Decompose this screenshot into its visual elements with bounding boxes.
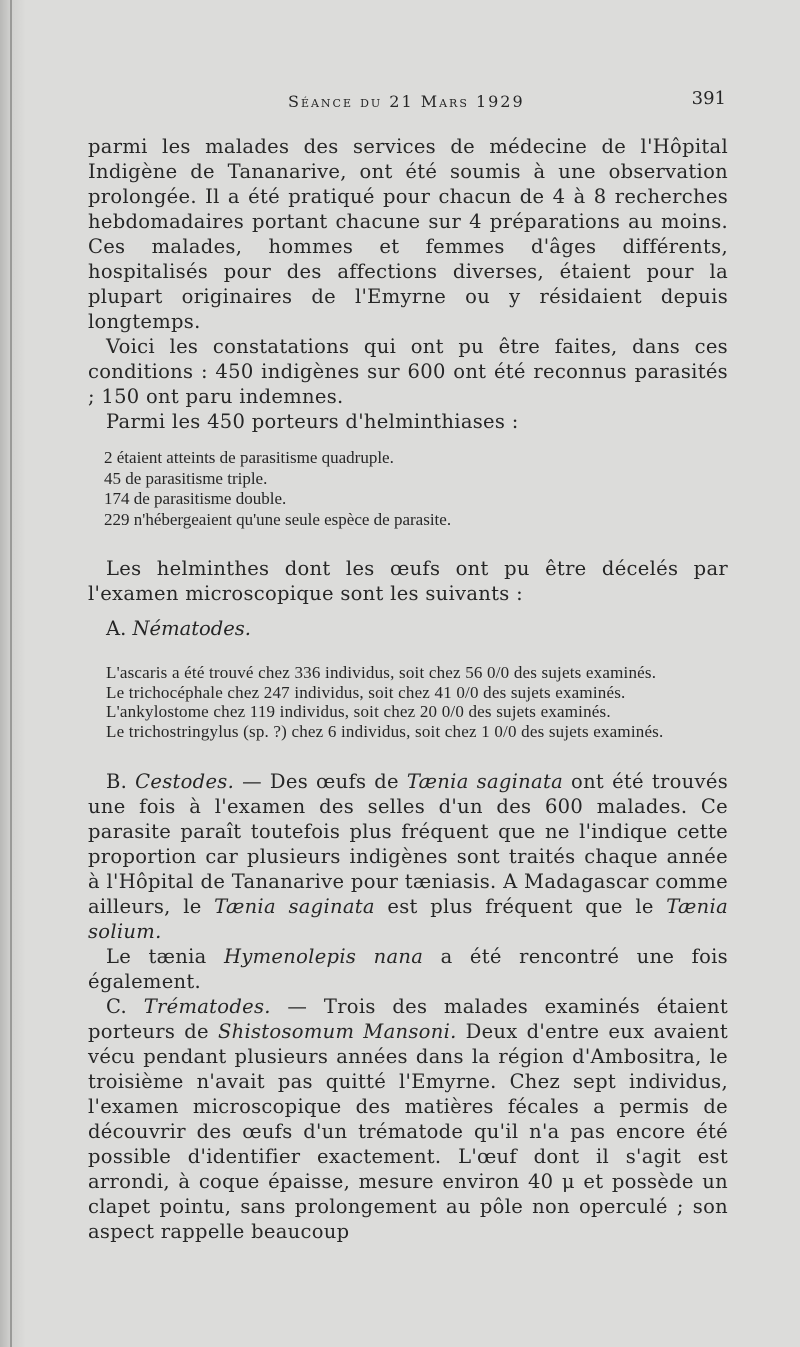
section-letter: B. xyxy=(106,770,136,793)
section-letter: A. xyxy=(106,617,133,640)
nematode-ankylostome: L'ankylostome chez 119 individus, soit chez 20 0/0 des sujets examinés. xyxy=(106,702,611,721)
list-item: 174 de parasitisme double. xyxy=(104,489,287,508)
section-title: Trématodes. xyxy=(143,995,271,1018)
nematodes-list xyxy=(88,663,728,741)
list-item: 229 n'hébergeaient qu'une seule espèce de parasite. xyxy=(104,509,452,529)
page-number: 391 xyxy=(691,88,726,109)
text-run: a été rencontré une fois également. xyxy=(88,945,728,993)
text-run: ont été trouvés une fois à l'examen des selles d'un des 600 malades. Ce parasite paraît toutefois plus fréquent que ne l'indique cette proportion car plusieurs indigènes sont traités chaque année à l'Hôpital de Tananarive pour tæniasis. A Madagascar comme ailleurs, le xyxy=(88,770,728,918)
page-binding-edge xyxy=(10,0,12,1347)
species-name: Tænia saginata xyxy=(214,895,375,918)
section-heading-nematodes xyxy=(88,616,728,641)
nematode-ascaris: L'ascaris a été trouvé chez 336 individus, soit chez 56 0/0 des sujets examinés. xyxy=(106,663,657,682)
paragraph-malades: parmi les malades des services de médecine de l'Hôpital Indigène de Tananarive, ont été soumis à une observation prolongée. Il a été pratiqué pour chacun de 4 à 8 recherches hebdomadaires portant chacune sur 4 préparations au moins. Ces malades, hommes et femmes d'âges différents, hospitalisés pour des affections diverses, étaient pour la plupart originaires de l'Emyrne ou y résidaient depuis longtemps. xyxy=(88,135,728,333)
species-name: Shistosomum Mansoni. xyxy=(217,1020,457,1043)
section-letter: C. xyxy=(106,995,144,1018)
text-run: est plus fréquent que le xyxy=(374,895,667,918)
species-name: Hymenolepis nana xyxy=(224,945,424,968)
nematode-trichocephale: Le trichocéphale chez 247 individus, soit chez 41 0/0 des sujets examinés. xyxy=(106,682,626,702)
text-run: — Trois des malades examinés étaient porteurs de xyxy=(88,995,729,1043)
text-run: Deux d'entre eux avaient vécu pendant plusieurs années dans la région d'Ambositra, le troisième n'avait pas quitté l'Emyrne. Chez sept individus, l'examen microscopique des matières fécales a permis de découvrir des œufs d'un trématode qu'il n'a pas encore été possible d'identifier exactement. L'œuf dont il s'agit est arrondi, à coque épaisse, mesure environ 40 μ et possède un clapet pointu, sans prolongement au pôle non operculé ; son aspect rappelle beaucoup xyxy=(88,1020,729,1243)
parasitism-list xyxy=(88,448,728,530)
paragraph-cestodes xyxy=(88,769,728,944)
paragraph-constatations: Voici les constatations qui ont pu être faites, dans ces conditions : 450 indigènes sur 600 ont été reconnus parasités ; 150 ont paru indemnes. xyxy=(88,335,728,408)
species-name: Tænia solium. xyxy=(88,895,729,943)
paragraph-trematodes xyxy=(88,994,728,1244)
text-run: Le tænia xyxy=(106,945,225,968)
species-name: Tænia saginata xyxy=(406,770,564,793)
section-title: Cestodes. xyxy=(135,770,235,793)
paragraph-helminthes: Les helminthes dont les œufs ont pu être décelés par l'examen microscopique sont les suivants : xyxy=(88,557,728,605)
list-item: 45 de parasitisme triple. xyxy=(104,468,268,488)
nematode-trichostrongylus: Le trichostringylus (sp. ?) chez 6 individus, soit chez 1 0/0 des sujets examinés. xyxy=(106,721,664,741)
page-header xyxy=(88,88,728,118)
paragraph-porteurs: Parmi les 450 porteurs d'helminthiases : xyxy=(106,410,519,433)
paragraph-hymenolepis xyxy=(88,944,728,994)
section-title: Nématodes. xyxy=(132,617,252,640)
text-block xyxy=(88,88,728,1244)
running-head: Séance du 21 Mars 1929 xyxy=(288,92,525,111)
list-item: 2 étaient atteints de parasitisme quadruple. xyxy=(104,448,394,467)
text-run: — Des œufs de xyxy=(234,770,407,793)
